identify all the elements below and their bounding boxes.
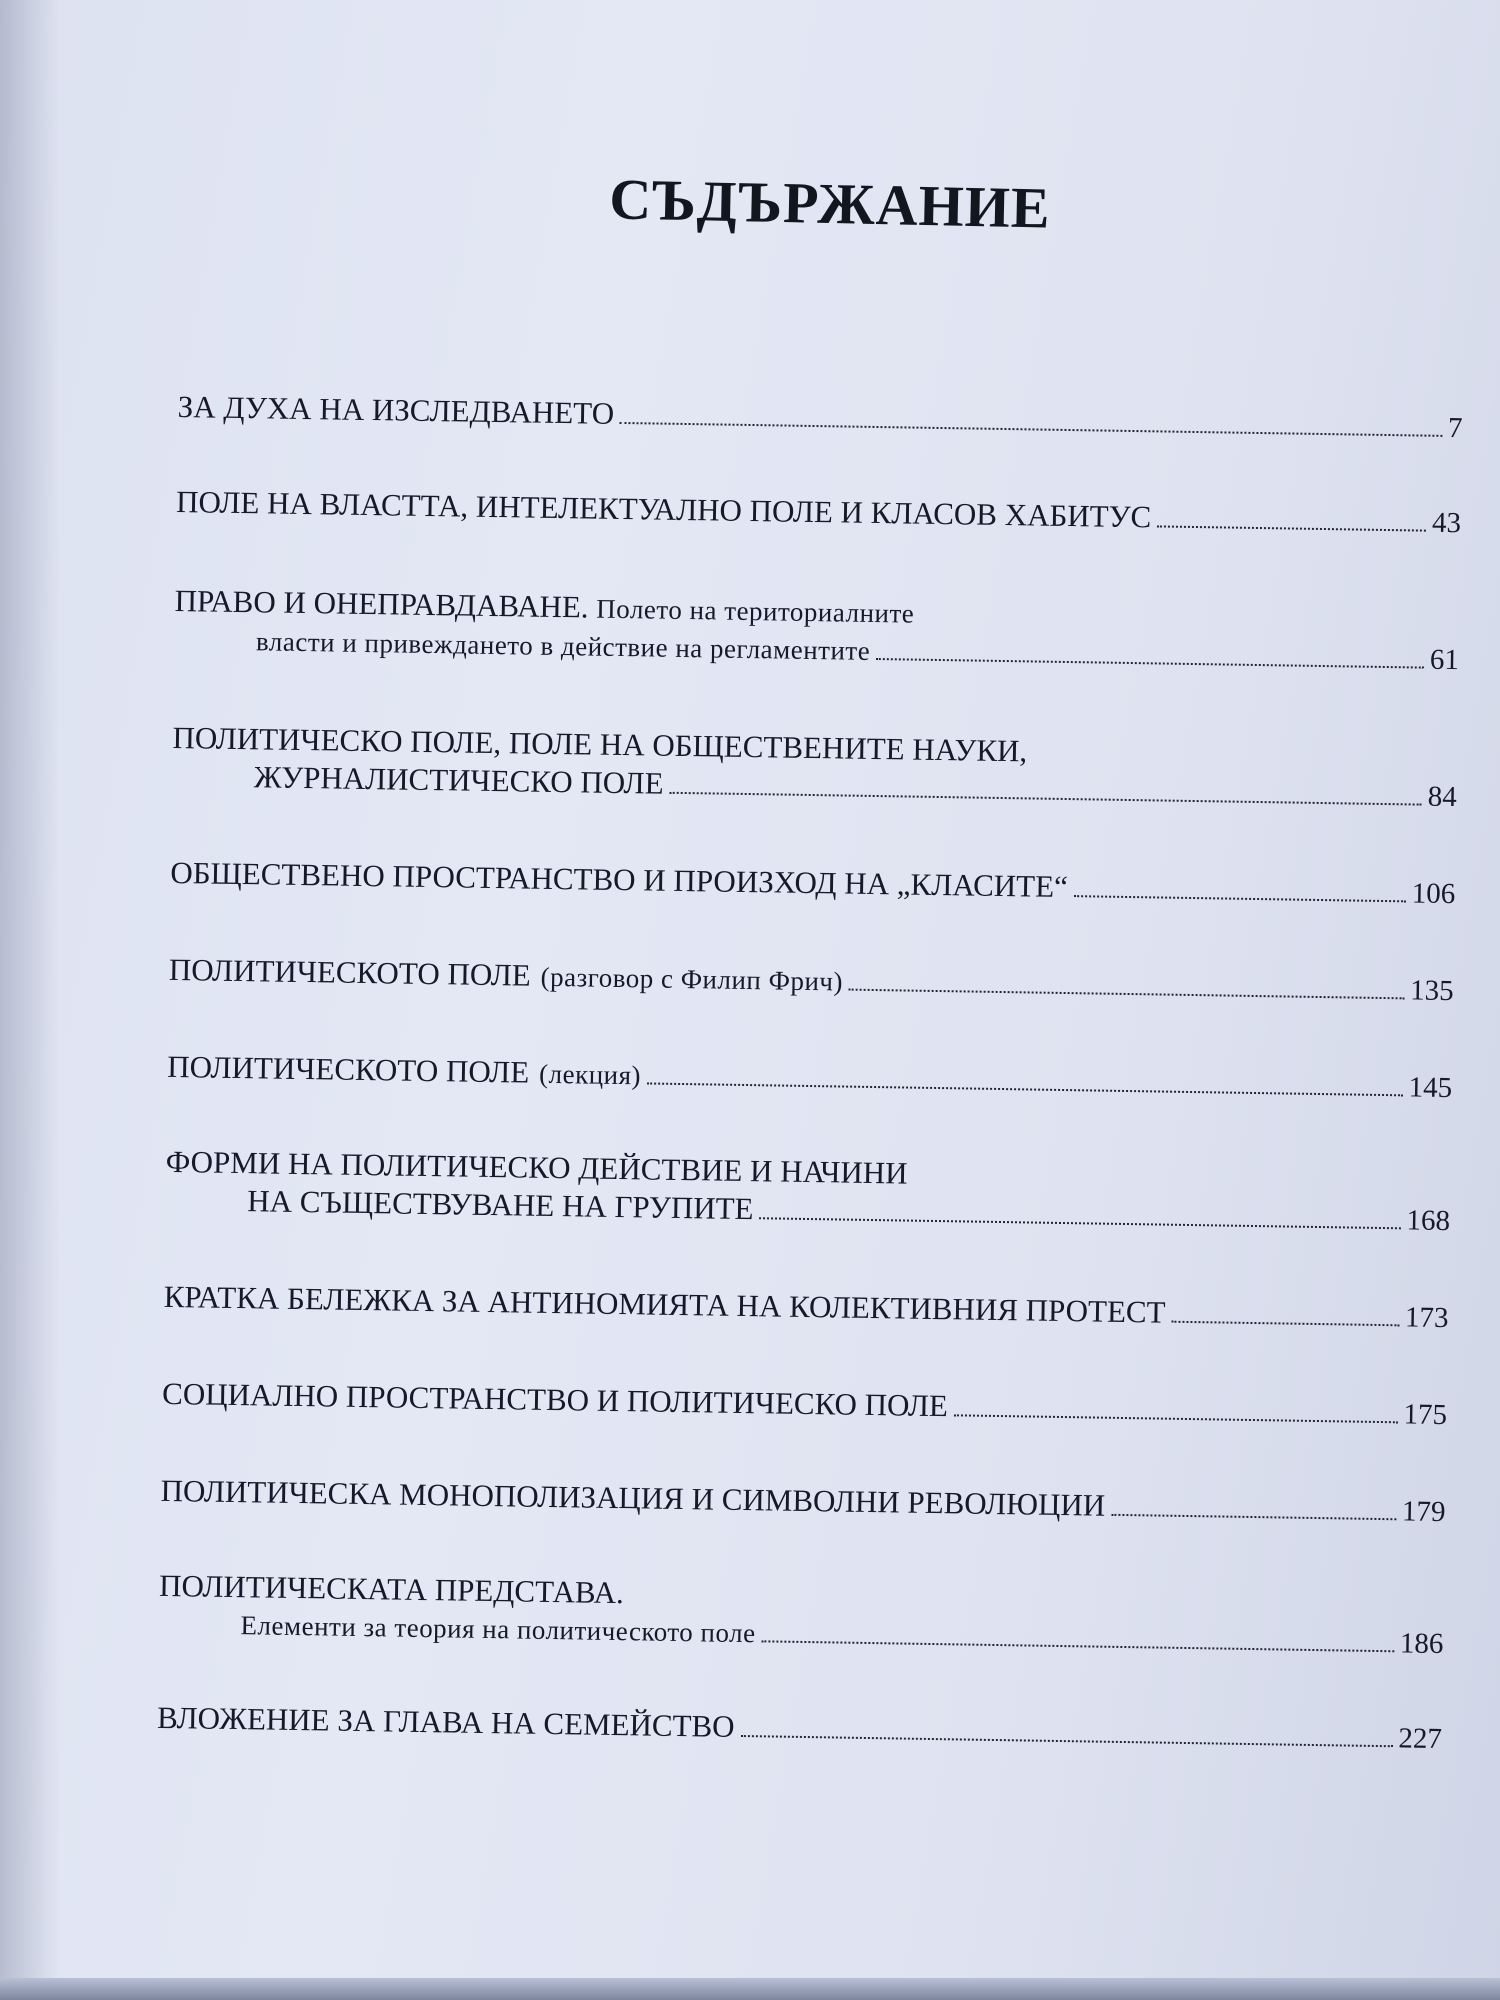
toc-entry bbox=[172, 719, 1458, 816]
toc-page-number: 168 bbox=[1406, 1204, 1451, 1238]
leader-dots bbox=[1111, 1514, 1396, 1520]
toc-entry bbox=[174, 582, 1460, 679]
leader-dots bbox=[1157, 525, 1426, 531]
page-title: СЪДЪРЖАНИЕ bbox=[608, 166, 1052, 241]
table-of-contents bbox=[157, 388, 1463, 1758]
toc-entry-title: ПОЛИТИЧЕСКОТО ПОЛЕ bbox=[167, 1048, 530, 1090]
toc-entry-title: ФОРМИ НА ПОЛИТИЧЕСКО ДЕЙСТВИЕ И НАЧИНИ bbox=[165, 1143, 908, 1191]
toc-page-number: 61 bbox=[1429, 643, 1460, 677]
leader-dots bbox=[1171, 1321, 1399, 1327]
toc-entry-title: ПОЛЕ НА ВЛАСТТА, ИНТЕЛЕКТУАЛНО ПОЛЕ И КЛАСОВ ХАБИТУС bbox=[175, 483, 1152, 535]
toc-page-number: 186 bbox=[1399, 1627, 1444, 1661]
toc-page-number: 179 bbox=[1401, 1495, 1446, 1529]
toc-entry-title: ПРАВО И ОНЕПРАВДАВАНЕ. bbox=[174, 582, 589, 625]
toc-page-number: 135 bbox=[1409, 974, 1454, 1008]
toc-entry-subtitle: Полето на териториалните bbox=[596, 593, 915, 629]
leader-dots bbox=[647, 1082, 1403, 1096]
toc-entry-title: ЗА ДУХА НА ИЗСЛЕДВАНЕТО bbox=[177, 388, 615, 431]
toc-page-number: 145 bbox=[1408, 1071, 1453, 1105]
toc-entry-subtitle: (разговор с Филип Фрич) bbox=[540, 961, 844, 997]
toc-page-number: 173 bbox=[1404, 1301, 1449, 1335]
toc-page-number: 84 bbox=[1427, 780, 1457, 814]
toc-entry-title: ПОЛИТИЧЕСКОТО ПОЛЕ bbox=[168, 951, 531, 993]
toc-entry-title: ПОЛИТИЧЕСКАТА ПРЕДСТАВА. bbox=[158, 1567, 625, 1611]
toc-entry-subtitle: (лекция) bbox=[538, 1058, 642, 1091]
leader-dots bbox=[1074, 895, 1406, 902]
toc-entry-title: СОЦИАЛНО ПРОСТРАНСТВО И ПОЛИТИЧЕСКО ПОЛЕ bbox=[161, 1375, 949, 1424]
toc-entry bbox=[177, 388, 1462, 447]
toc-page-number: 43 bbox=[1431, 506, 1462, 540]
toc-page-number: 7 bbox=[1447, 411, 1463, 445]
toc-entry bbox=[169, 951, 1454, 1010]
toc-entry-title: ОБЩЕСТВЕНО ПРОСТРАНСТВО И ПРОИЗХОД НА „КЛАСИТЕ“ bbox=[170, 854, 1069, 905]
leader-dots bbox=[620, 422, 1442, 437]
toc-entry bbox=[170, 854, 1455, 913]
toc-entry bbox=[176, 483, 1461, 542]
leader-dots bbox=[669, 792, 1421, 806]
toc-entry-title: ВЛОЖЕНИЕ ЗА ГЛАВА НА СЕМЕЙСТВО bbox=[156, 1699, 735, 1744]
leader-dots bbox=[876, 658, 1424, 669]
toc-entry bbox=[165, 1143, 1451, 1240]
toc-entry-title: КРАТКА БЕЛЕЖКА ЗА АНТИНОМИЯТА НА КОЛЕКТИВНИЯ ПРОТЕСТ bbox=[163, 1278, 1166, 1330]
page-bottom-edge bbox=[0, 1978, 1500, 2000]
toc-entry-continuation: власти и привеждането в действие на регламентите bbox=[255, 626, 871, 666]
toc-entry bbox=[157, 1699, 1442, 1758]
toc-page-number: 175 bbox=[1403, 1398, 1448, 1432]
toc-entry bbox=[160, 1472, 1445, 1531]
toc-entry-title: ПОЛИТИЧЕСКА МОНОПОЛИЗАЦИЯ И СИМВОЛНИ РЕВОЛЮЦИИ bbox=[160, 1472, 1106, 1523]
toc-entry bbox=[162, 1375, 1447, 1434]
toc-entry-continuation: Елементи за теория на политическото поле bbox=[240, 1610, 756, 1649]
toc-entry bbox=[163, 1278, 1448, 1337]
toc-page-number: 106 bbox=[1411, 877, 1456, 911]
toc-entry bbox=[158, 1567, 1444, 1663]
toc-entry bbox=[167, 1048, 1452, 1107]
leader-dots bbox=[761, 1640, 1393, 1652]
toc-entry-continuation: ЖУРНАЛИСТИЧЕСКО ПОЛЕ bbox=[253, 759, 664, 801]
leader-dots bbox=[759, 1217, 1400, 1229]
leader-dots bbox=[849, 989, 1404, 1000]
leader-dots bbox=[954, 1414, 1398, 1423]
toc-entry-title: ПОЛИТИЧЕСКО ПОЛЕ, ПОЛЕ НА ОБЩЕСТВЕНИТЕ НАУКИ, bbox=[172, 719, 1028, 769]
toc-page-number: 227 bbox=[1398, 1722, 1443, 1756]
leader-dots bbox=[740, 1735, 1392, 1747]
toc-entry-continuation: НА СЪЩЕСТВУВАНЕ НА ГРУПИТЕ bbox=[246, 1183, 754, 1227]
